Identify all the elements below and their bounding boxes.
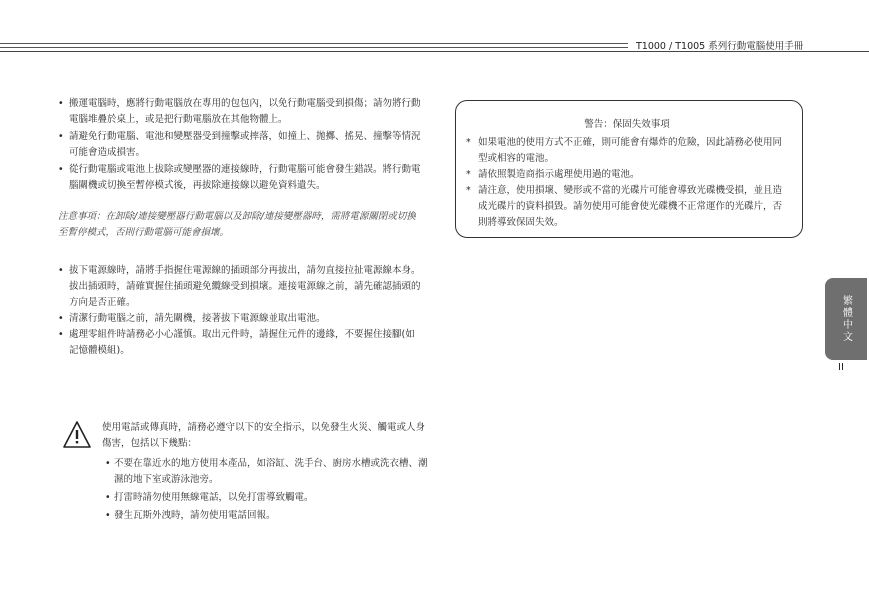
caution-list — [102, 456, 428, 524]
warning-title: 警告：保固失效事項 — [584, 119, 670, 130]
list-item: * 請注意，使用損壞、變形或不當的光碟片可能會導致光碟機受損，並且造成光碟片的資料損毀。請勿使用可能會使光碟機不正常運作的光碟片，否則將導致保固失效。 — [466, 183, 788, 231]
page-number: II — [838, 362, 844, 373]
list-item: • 搬運電腦時，應將行動電腦放在專用的包包內，以免行動電腦受到損傷；請勿將行動電腦堆疊於桌上，或是把行動電腦放在其他物體上。 — [58, 96, 423, 128]
warning-box — [455, 100, 803, 238]
list-item: • 不要在靠近水的地方使用本產品，如浴缸、洗手台、廚房水槽或洗衣槽、潮濕的地下室或游泳池旁。 — [105, 456, 428, 488]
list-item: • 從行動電腦或電池上拔除或變壓器的連接線時，行動電腦可能會發生錯誤。將行動電腦關機或切換至暫停模式後，再拔除連接線以避免資料遺失。 — [58, 162, 423, 194]
list-item: * 請依照製造商指示處理使用過的電池。 — [466, 167, 788, 183]
note-paragraph: 注意事項：在卸除/連接變壓器行動電腦以及卸除/連接變壓器時，需將電源關閉或切換至暫停模式，否則行動電腦可能會損壞。 — [58, 211, 416, 238]
list-item: • 發生瓦斯外洩時，請勿使用電話回報。 — [105, 508, 428, 524]
side-tab-label: 繁體中文 — [840, 295, 852, 343]
caution-body — [102, 420, 428, 526]
header-title: T1000 / T1005 系列行動電腦使用手冊 — [636, 41, 804, 52]
language-side-tab — [825, 278, 867, 360]
bullet-list-top — [58, 96, 423, 194]
bullet-list-bottom — [58, 263, 423, 359]
main-content — [58, 96, 423, 359]
warning-triangle-icon — [62, 420, 92, 450]
list-item: • 處理零組件時請務必小心謹慎。取出元件時，請握住元件的邊緣，不要握住接腳(如記憶體模組)。 — [58, 327, 423, 359]
list-item: • 打雷時請勿使用無線電話，以免打雷導致觸電。 — [105, 490, 428, 506]
list-item: • 請避免行動電腦、電池和變壓器受到撞擊或摔落，如撞上、拋擲、搖晃、撞擊等情況可能會造成損害。 — [58, 129, 423, 161]
header-rule — [0, 43, 628, 44]
list-item: * 如果電池的使用方式不正確，則可能會有爆炸的危險，因此請務必使用同型或相容的電池。 — [466, 135, 788, 167]
warning-list — [466, 135, 788, 231]
list-item: • 清潔行動電腦之前，請先關機，接著拔下電源線並取出電池。 — [58, 311, 423, 327]
list-item: • 拔下電源線時，請將手指握住電源線的插頭部分再拔出，請勿直接拉扯電源線本身。拔出插頭時，請確實握住插頭避免纜線受到損壞。連接電源線之前，請先確認插頭的方向是否正確。 — [58, 263, 423, 311]
header-rule — [0, 47, 628, 48]
caution-intro: 使用電話或傳真時，請務必遵守以下的安全指示，以免發生火災、觸電或人身傷害，包括以下幾點： — [102, 422, 426, 449]
